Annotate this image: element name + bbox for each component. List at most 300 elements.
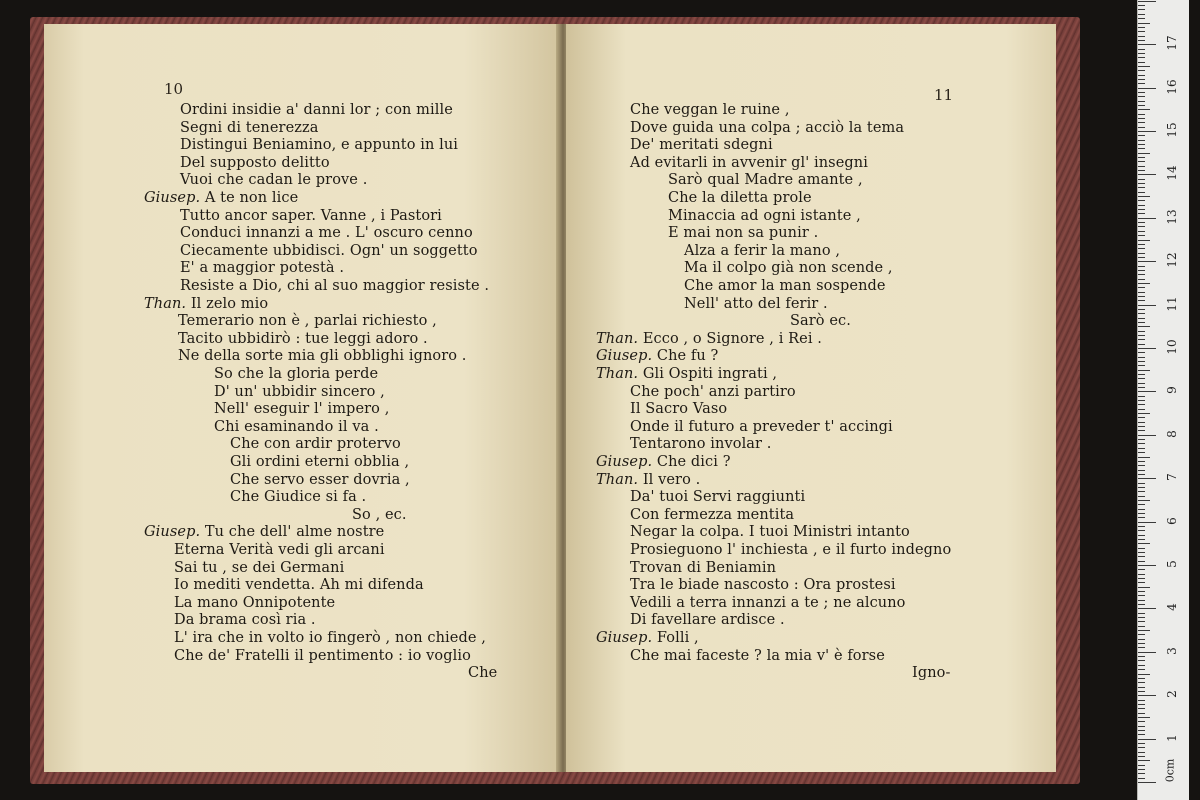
verse-text: Gli ordini eterni obblia , (230, 454, 410, 470)
ruler-tick (1138, 769, 1145, 770)
ruler-tick (1138, 439, 1145, 440)
ruler-tick (1138, 591, 1145, 592)
verse-text: Tu che dell' alme nostre (204, 524, 385, 541)
ruler-number: 5 (1165, 560, 1179, 568)
ruler-tick (1138, 352, 1145, 353)
verse-text: Di favellare ardisce . (630, 612, 785, 629)
speaker-name: Than. (596, 330, 643, 347)
verse-text: Nell' atto del ferir . (684, 295, 828, 312)
verse-text: Eterna Verità vedi gli arcani (174, 542, 385, 558)
ruler-tick (1138, 92, 1145, 93)
verse-text: Che con ardir protervo (230, 436, 401, 453)
ruler-tick (1138, 79, 1145, 80)
verse-text: Che mai faceste ? la mia v' è forse (630, 647, 885, 664)
page-number-right: 11 (934, 86, 954, 104)
ruler-tick (1138, 713, 1145, 714)
ruler-tick (1138, 105, 1145, 106)
ruler-tick (1138, 305, 1156, 306)
ruler-tick (1138, 578, 1145, 579)
right-page-text-line (630, 155, 868, 172)
left-page-text-line (144, 190, 298, 207)
left-page-text-line (174, 630, 486, 647)
right-page-text-line (630, 612, 785, 629)
ruler-tick (1138, 18, 1145, 19)
ruler-tick (1138, 101, 1145, 102)
ruler-tick (1138, 404, 1145, 405)
right-page-text-line (668, 172, 863, 189)
ruler-tick (1138, 270, 1145, 271)
ruler-tick (1138, 604, 1145, 605)
ruler-tick (1138, 387, 1145, 388)
ruler-number: 6 (1165, 516, 1179, 525)
right-page-text-line (684, 260, 893, 277)
ruler-tick (1138, 543, 1150, 544)
verse-text: Del supposto delitto (180, 154, 330, 171)
ruler-tick (1138, 131, 1156, 132)
verse-text: D' un' ubbidir sincero , (214, 383, 385, 400)
ruler-number: 14 (1165, 165, 1179, 182)
ruler-tick (1138, 422, 1145, 423)
ruler-tick (1138, 478, 1156, 479)
ruler-tick (1138, 127, 1145, 128)
ruler-tick (1138, 695, 1156, 696)
ruler-tick (1138, 257, 1145, 258)
verse-text: Che servo esser dovria , (230, 471, 410, 488)
verse-text: Trovan di Beniamin (630, 559, 777, 576)
left-page-text-line (180, 243, 478, 260)
ruler-tick (1138, 417, 1145, 418)
right-page-text-line (684, 296, 828, 313)
left-page-text-line (174, 542, 385, 559)
ruler-tick (1138, 31, 1145, 32)
right-page-text-line (630, 489, 805, 506)
ruler-tick (1138, 595, 1145, 596)
ruler-tick (1138, 778, 1145, 779)
verse-text: Segni di tenerezza (180, 119, 319, 136)
ruler-tick (1138, 179, 1145, 180)
right-page-text-line (630, 577, 896, 594)
verse-text: Temerario non è , parlai richiesto , (178, 313, 437, 330)
ruler-tick (1138, 491, 1145, 492)
left-page-text-line (178, 313, 437, 330)
ruler-tick (1138, 734, 1145, 735)
verse-text: Tentarono involar . (630, 436, 772, 453)
verse-text: Che la diletta prole (668, 190, 812, 206)
verse-text: Ad evitarli in avvenir gl' insegni (630, 154, 868, 171)
ruler-tick (1138, 357, 1145, 358)
speaker-name: Giusep. (144, 524, 205, 541)
ruler-number: 12 (1165, 252, 1179, 268)
ruler-tick (1138, 639, 1145, 640)
left-page-text-line (352, 507, 407, 524)
ruler-tick (1138, 118, 1145, 119)
left-page-text-line (214, 366, 378, 383)
verse-text: Che amor la man sospende (684, 278, 886, 294)
right-page-text-line (596, 472, 700, 489)
right-page-text-line (630, 102, 790, 119)
ruler-tick (1138, 114, 1145, 115)
right-page-text-line (684, 278, 886, 295)
speaker-name: Giusep. (596, 454, 657, 470)
left-page (44, 24, 560, 772)
ruler-tick (1138, 483, 1145, 484)
ruler-tick (1138, 773, 1145, 774)
verse-text: E' a maggior potestà . (180, 260, 345, 277)
verse-text: Negar la colpa. I tuoi Ministri intanto (630, 524, 910, 541)
ruler-number: 10 (1165, 339, 1179, 355)
left-page-text-line (214, 384, 385, 401)
left-page-text-line (214, 401, 389, 418)
ruler-tick (1138, 153, 1150, 154)
ruler-tick (1138, 443, 1145, 444)
ruler-number: 15 (1165, 122, 1179, 138)
verse-text: Che (468, 665, 498, 682)
verse-text: A te non lice (204, 190, 299, 206)
left-page-text-line (180, 278, 489, 295)
ruler-tick (1138, 75, 1145, 76)
ruler-tick (1138, 309, 1145, 310)
ruler-tick (1138, 57, 1145, 58)
ruler-tick (1138, 634, 1145, 635)
ruler-tick (1138, 665, 1145, 666)
ruler-tick (1138, 53, 1145, 54)
verse-text: Il zelo mio (190, 295, 269, 312)
right-page-text-line (630, 524, 910, 541)
right-page-text-line (790, 313, 851, 330)
ruler-tick (1138, 448, 1145, 449)
left-page-text-line (144, 524, 384, 541)
ruler-tick (1138, 487, 1145, 488)
verse-text: Da' tuoi Servi raggiunti (630, 489, 806, 506)
ruler-tick (1138, 318, 1145, 319)
ruler-tick (1138, 660, 1145, 661)
ruler-tick (1138, 726, 1145, 727)
ruler-tick (1138, 582, 1145, 583)
ruler-tick (1138, 335, 1145, 336)
ruler-tick (1138, 266, 1145, 267)
left-page-text-line (180, 208, 442, 225)
ruler-tick (1138, 513, 1145, 514)
ruler-tick (1138, 166, 1145, 167)
ruler-tick (1138, 700, 1145, 701)
ruler-tick (1138, 274, 1145, 275)
ruler-tick (1138, 522, 1156, 523)
left-page-text-line (180, 225, 473, 242)
ruler-tick (1138, 23, 1150, 24)
ruler-tick (1138, 452, 1145, 453)
ruler-tick (1138, 36, 1145, 37)
verse-text: Vuoi che cadan le prove . (180, 172, 368, 189)
left-page-text-line (174, 560, 344, 577)
right-page-text-line (596, 331, 822, 348)
ruler-number: 7 (1165, 473, 1179, 482)
ruler-tick (1138, 96, 1145, 97)
ruler-tick (1138, 192, 1145, 193)
ruler-tick (1138, 1, 1156, 2)
verse-text: Che veggan le ruine , (630, 102, 790, 118)
verse-text: Dove guida una colpa ; acciò la tema (630, 119, 905, 136)
ruler-tick (1138, 674, 1150, 675)
ruler-tick (1138, 378, 1145, 379)
ruler-tick (1138, 678, 1145, 679)
verse-text: Tacito ubbidirò : tue leggi adoro . (178, 330, 428, 347)
verse-text: Prosieguono l' inchiesta , e il furto indegno (630, 542, 952, 558)
right-page-text-line (630, 120, 904, 137)
ruler-tick (1138, 752, 1145, 753)
right-page-text-line (596, 348, 718, 365)
right-page-text-line (596, 630, 699, 647)
right-page-text-line (630, 137, 773, 154)
ruler-tick (1138, 5, 1145, 6)
ruler-tick (1138, 196, 1150, 197)
ruler-tick (1138, 552, 1145, 553)
verse-text: Igno- (912, 665, 951, 682)
right-page-text-line (912, 665, 950, 682)
right-page-text-line (668, 225, 818, 242)
ruler-tick (1138, 344, 1145, 345)
ruler-tick (1138, 292, 1145, 293)
right-page-text-line (630, 419, 893, 436)
ruler-number: 13 (1165, 209, 1179, 225)
left-page-text-line (174, 577, 424, 594)
ruler-tick (1138, 574, 1145, 575)
right-page-text-line (630, 384, 796, 401)
ruler-tick (1138, 200, 1145, 201)
ruler-tick (1138, 465, 1145, 466)
ruler-tick (1138, 213, 1145, 214)
right-page-text-line (630, 560, 776, 577)
ruler-tick (1138, 170, 1145, 171)
ruler-tick (1138, 687, 1145, 688)
ruler-tick (1138, 361, 1145, 362)
ruler-tick (1138, 183, 1145, 184)
right-page-text-line (630, 595, 906, 612)
left-page-text-line (230, 454, 409, 471)
verse-text: Ne della sorte mia gli obblighi ignoro . (178, 348, 467, 365)
verse-text: Il vero . (642, 471, 701, 488)
ruler-number: 1 (1165, 733, 1179, 742)
ruler-tick (1138, 218, 1156, 219)
ruler-tick (1138, 283, 1150, 284)
right-page-text-line (630, 401, 727, 418)
ruler-tick (1138, 496, 1145, 497)
ruler-tick (1138, 339, 1145, 340)
left-page-text-line (214, 419, 379, 436)
verse-text: Alza a ferir la mano , (684, 242, 841, 259)
ruler-tick (1138, 40, 1145, 41)
left-page-text-line (144, 296, 268, 313)
ruler-tick (1138, 231, 1145, 232)
verse-text: Che de' Fratelli il pentimento : io voglio (174, 647, 471, 664)
ruler-tick (1138, 526, 1145, 527)
ruler-tick (1138, 561, 1145, 562)
speaker-name: Giusep. (596, 630, 657, 646)
ruler-tick (1138, 643, 1145, 644)
left-page-text-line (230, 472, 410, 489)
ruler-tick (1138, 396, 1145, 397)
ruler-tick (1138, 747, 1145, 748)
ruler-tick (1138, 88, 1156, 89)
ruler-tick (1138, 391, 1156, 392)
verse-text: Resiste a Dio, chi al suo maggior resiste . (180, 278, 490, 294)
ruler-number: 9 (1165, 386, 1179, 395)
ruler-tick (1138, 548, 1145, 549)
ruler-tick (1138, 721, 1145, 722)
ruler-number: 2 (1165, 690, 1179, 699)
ruler-tick (1138, 756, 1145, 757)
ruler-tick (1138, 500, 1150, 501)
left-page-text-line (180, 260, 344, 277)
verse-text: Nell' eseguir l' impero , (214, 401, 390, 418)
verse-text: Che Giudice si fa . (230, 489, 367, 506)
speaker-name: Than. (596, 366, 643, 382)
left-page-text-line (230, 436, 401, 453)
ruler-tick (1138, 539, 1145, 540)
ruler-tick (1138, 296, 1145, 297)
ruler-tick (1138, 383, 1145, 384)
verse-text: Folli , (656, 630, 699, 646)
ruler-tick (1138, 174, 1156, 175)
ruler-tick (1138, 669, 1145, 670)
speaker-name: Than. (596, 471, 643, 488)
ruler-tick (1138, 413, 1150, 414)
ruler-tick (1138, 530, 1145, 531)
ruler-number: 16 (1165, 78, 1179, 95)
verse-text: Vedili a terra innanzi a te ; ne alcuno (630, 594, 906, 611)
right-page-text-line (630, 436, 772, 453)
speaker-name: Giusep. (596, 348, 657, 365)
ruler-tick (1138, 617, 1145, 618)
ruler-tick (1138, 240, 1150, 241)
verse-text: Ecco , o Signore , i Rei . (642, 330, 822, 347)
ruler-tick (1138, 140, 1145, 141)
ruler-tick (1138, 365, 1145, 366)
ruler-tick (1138, 135, 1145, 136)
left-page-text-line (180, 172, 367, 189)
ruler-tick (1138, 44, 1156, 45)
verse-text: De' meritati sdegni (630, 137, 773, 154)
ruler-tick (1138, 157, 1145, 158)
ruler-tick (1138, 244, 1145, 245)
page-number-left: 10 (164, 80, 184, 98)
ruler-tick (1138, 235, 1145, 236)
ruler-tick (1138, 509, 1145, 510)
verse-text: Minaccia ad ogni istante , (668, 207, 861, 224)
right-page-text-line (596, 454, 731, 471)
ruler-tick (1138, 253, 1145, 254)
ruler-tick (1138, 27, 1145, 28)
ruler-tick (1138, 248, 1145, 249)
verse-text: Il Sacro Vaso (630, 401, 728, 418)
verse-text: Sarò ec. (790, 313, 851, 330)
ruler-tick (1138, 122, 1145, 123)
ruler-tick (1138, 600, 1145, 601)
left-page-text-line (178, 331, 428, 348)
verse-text: La mano Onnipotente (174, 594, 336, 611)
ruler-tick (1138, 461, 1145, 462)
right-page (566, 24, 1056, 772)
ruler-tick (1138, 652, 1156, 653)
verse-text: Tra le biade nascosto : Ora prostesi (630, 577, 896, 594)
right-page-text-line (596, 366, 777, 383)
ruler-tick (1138, 691, 1145, 692)
ruler-tick (1138, 161, 1145, 162)
ruler-tick (1138, 326, 1150, 327)
ruler-tick (1138, 765, 1145, 766)
verse-text: Da brama così ria . (174, 612, 316, 629)
verse-text: Con fermezza mentita (630, 506, 795, 523)
left-page-text-line (180, 102, 453, 119)
ruler-tick (1138, 209, 1145, 210)
ruler-tick (1138, 556, 1145, 557)
ruler-tick (1138, 743, 1145, 744)
ruler-tick (1138, 66, 1150, 67)
ruler-unit-label: 0cm (1163, 758, 1177, 783)
verse-text: Che poch' anzi partiro (630, 383, 796, 400)
ruler-tick (1138, 504, 1145, 505)
ruler-tick (1138, 457, 1150, 458)
ruler-tick (1138, 704, 1145, 705)
ruler-tick (1138, 279, 1145, 280)
ruler-number: 17 (1165, 35, 1179, 51)
left-page-text-line (178, 348, 467, 365)
ruler-tick (1138, 426, 1145, 427)
ruler-tick (1138, 322, 1145, 323)
ruler-tick (1138, 287, 1145, 288)
verse-text: Io mediti vendetta. Ah mi difenda (174, 577, 424, 594)
ruler-tick (1138, 587, 1150, 588)
ruler-tick (1138, 409, 1145, 410)
ruler-tick (1138, 626, 1145, 627)
ruler-tick (1138, 70, 1145, 71)
ruler-number: 11 (1165, 295, 1179, 312)
speaker-name: Than. (144, 295, 191, 312)
ruler-tick (1138, 205, 1145, 206)
left-page-text-line (180, 155, 330, 172)
right-page-text-line (630, 507, 794, 524)
verse-text: Che dici ? (656, 454, 731, 470)
left-page-text-line (174, 612, 316, 629)
ruler-tick (1138, 62, 1145, 63)
ruler-tick (1138, 9, 1145, 10)
ruler-tick (1138, 144, 1145, 145)
ruler-tick (1138, 370, 1150, 371)
verse-text: Tutto ancor saper. Vanne , i Pastori (180, 207, 442, 224)
ruler-tick (1138, 630, 1150, 631)
ruler-tick (1138, 109, 1150, 110)
verse-text: Sarò qual Madre amante , (668, 172, 863, 189)
ruler-tick (1138, 474, 1145, 475)
ruler-tick (1138, 708, 1145, 709)
speaker-name: Giusep. (144, 190, 205, 206)
left-page-text-line (230, 489, 366, 506)
ruler-tick (1138, 348, 1156, 349)
right-page-text-line (630, 542, 951, 559)
ruler-tick (1138, 470, 1145, 471)
verse-text: Chi esaminando il va . (214, 418, 379, 435)
verse-text: Ma il colpo già non scende , (684, 260, 893, 277)
verse-text: Che fu ? (656, 348, 719, 365)
ruler-tick (1138, 613, 1145, 614)
left-page-text-line (180, 120, 318, 137)
verse-text: Onde il futuro a preveder t' accingi (630, 418, 893, 435)
ruler-tick (1138, 569, 1145, 570)
verse-text: E mai non sa punir . (668, 225, 819, 242)
ruler-tick (1138, 300, 1145, 301)
ruler-tick (1138, 49, 1145, 50)
measurement-ruler (1137, 0, 1189, 800)
verse-text: Distingui Beniamino, e appunto in lui (180, 137, 459, 154)
